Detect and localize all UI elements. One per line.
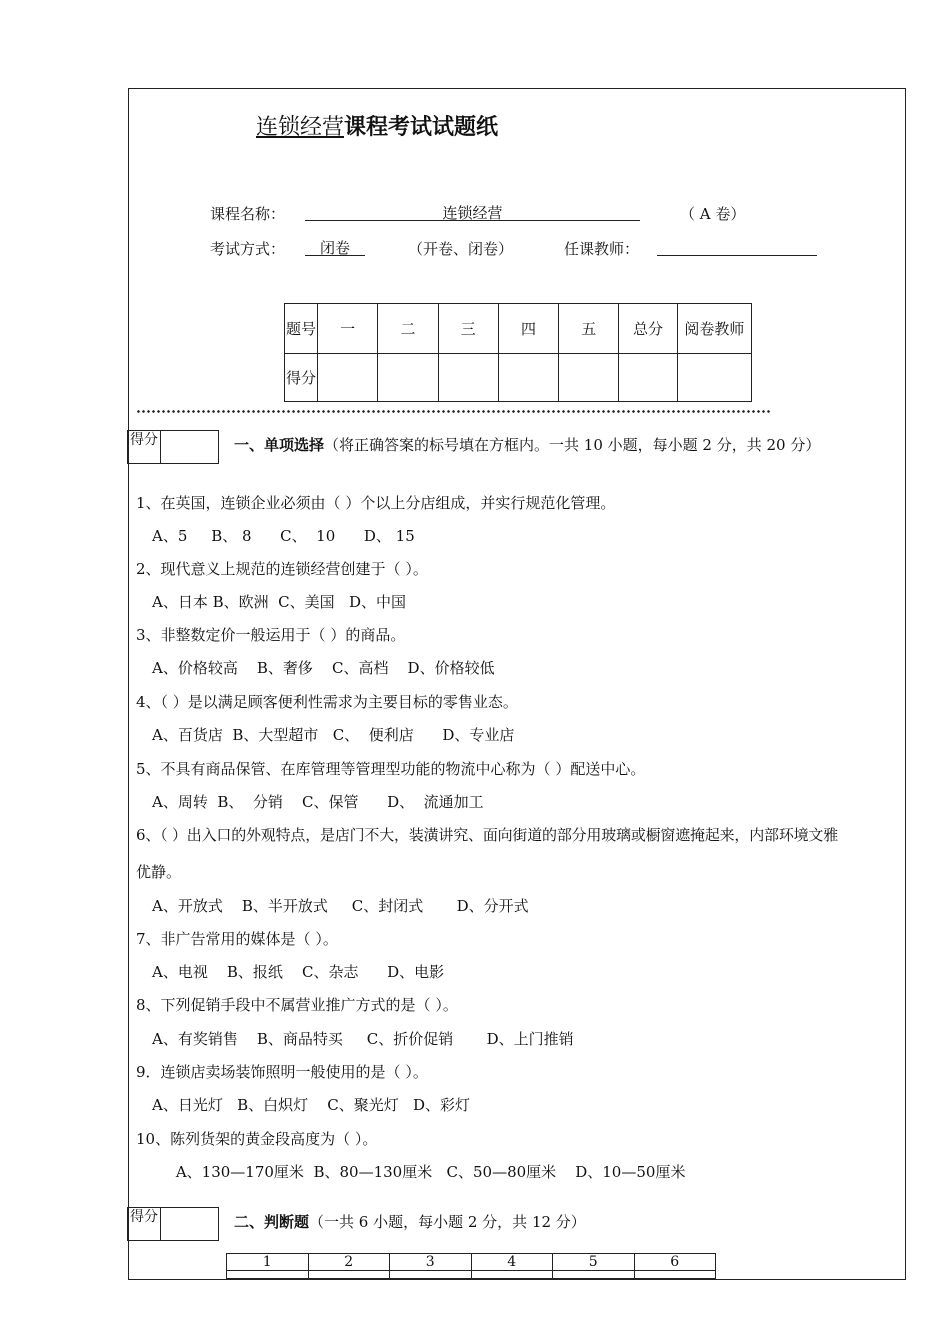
section1-score-box[interactable]: [127, 430, 219, 464]
options-2: A、日本 B、欧洲 C、美国 D、中国: [152, 593, 406, 611]
score-cell[interactable]: [318, 354, 378, 402]
question-5: 5、不具有商品保管、在库管理等管理型功能的物流中心称为（ ）配送中心。: [136, 760, 646, 778]
score-header-cell: 三: [438, 304, 498, 354]
section1-score-label: 得分: [128, 431, 161, 463]
exam-mode-field[interactable]: [305, 237, 365, 256]
section1-heading: [234, 434, 820, 455]
judge-col-header: 4: [471, 1254, 553, 1271]
judge-answer-table: [226, 1253, 716, 1279]
paper-type: （ A 卷）: [680, 205, 746, 223]
judge-col-header: 2: [308, 1254, 390, 1271]
judge-answer-cell[interactable]: [308, 1271, 390, 1279]
question-3: 3、非整数定价一般运用于（ ）的商品。: [136, 626, 406, 644]
section1-note: （将正确答案的标号填在方框内。一共 10 小题，每小题 2 分，共 20 分）: [324, 436, 821, 454]
options-3: A、价格较高 B、奢侈 C、高档 D、价格较低: [152, 659, 495, 677]
score-cell[interactable]: [619, 354, 677, 402]
question-10: 10、陈列货架的黄金段高度为（ ）。: [136, 1130, 378, 1148]
section2-note: （一共 6 小题，每小题 2 分，共 12 分）: [309, 1213, 586, 1231]
exam-mode-label: 考试方式：: [210, 240, 286, 258]
question-7: 7、非广告常用的媒体是（ ）。: [136, 930, 338, 948]
question-9: 9．连锁店卖场装饰照明一般使用的是（ ）。: [136, 1063, 428, 1081]
teacher-field[interactable]: [657, 237, 817, 256]
options-7: A、电视 B、报纸 C、杂志 D、电影: [152, 963, 445, 981]
options-4: A、百货店 B、大型超市 C、 便利店 D、专业店: [152, 726, 515, 744]
section2-score-box[interactable]: [127, 1207, 219, 1241]
judge-answer-cell[interactable]: [471, 1271, 553, 1279]
options-1: A、5 B、 8 C、 10 D、 15: [152, 527, 415, 545]
options-5: A、周转 B、 分销 C、保管 D、 流通加工: [152, 793, 484, 811]
course-name-label: 课程名称：: [210, 205, 286, 223]
title-course: 连锁经营: [256, 115, 345, 140]
score-header-cell: 二: [378, 304, 438, 354]
question-6: 6、（ ）出入口的外观特点，是店门不大，装潢讲究、面向街道的部分用玻璃或橱窗遮掩起来，内部环境文雅: [136, 826, 839, 844]
judge-answer-cell[interactable]: [390, 1271, 472, 1279]
judge-col-header: 1: [227, 1254, 309, 1271]
options-10: A、130—170厘米 B、80—130厘米 C、50—80厘米 D、10—50厘米: [152, 1163, 686, 1181]
judge-col-header: 5: [553, 1254, 635, 1271]
score-header-cell: 一: [318, 304, 378, 354]
cut-line: [136, 410, 772, 413]
score-header-cell: 四: [498, 304, 558, 354]
score-cell[interactable]: [438, 354, 498, 402]
page-title: [256, 110, 498, 141]
score-cell[interactable]: [677, 354, 751, 402]
exam-mode-options: （开卷、闭卷）: [408, 240, 514, 258]
options-8: A、有奖销售 B、商品特买 C、折价促销 D、上门推销: [152, 1030, 574, 1048]
score-header-cell: 五: [559, 304, 619, 354]
score-header-cell: 题号: [285, 304, 318, 354]
course-name-field[interactable]: [305, 202, 640, 221]
section2-title: 二、判断题: [234, 1213, 310, 1231]
question-2: 2、现代意义上规范的连锁经营创建于（ ）。: [136, 560, 428, 578]
score-cell[interactable]: [498, 354, 558, 402]
score-cell[interactable]: [559, 354, 619, 402]
judge-col-header: 6: [634, 1254, 716, 1271]
judge-col-header: 3: [390, 1254, 472, 1271]
options-9: A、日光灯 B、白炽灯 C、聚光灯 D、彩灯: [152, 1096, 471, 1114]
question-1: 1、在英国，连锁企业必须由（ ）个以上分店组成，并实行规范化管理。: [136, 494, 616, 512]
section2-heading: [234, 1211, 586, 1232]
judge-answer-cell[interactable]: [634, 1271, 716, 1279]
section1-title: 一、单项选择: [234, 436, 325, 454]
question-6-cont: 优静。: [136, 863, 182, 881]
judge-answer-cell[interactable]: [553, 1271, 635, 1279]
options-6: A、开放式 B、半开放式 C、封闭式 D、分开式: [152, 897, 529, 915]
score-cell[interactable]: [378, 354, 438, 402]
teacher-label: 任课教师：: [564, 240, 640, 258]
score-row-label: 得分: [285, 354, 318, 402]
score-header-cell: 阅卷教师: [677, 304, 751, 354]
score-table: [284, 303, 752, 402]
section2-score-label: 得分: [128, 1208, 161, 1240]
title-rest: 课程考试试题纸: [344, 114, 499, 140]
judge-answer-cell[interactable]: [227, 1271, 309, 1279]
course-name-value: 连锁经营: [442, 204, 503, 222]
exam-mode-value: 闭卷: [319, 239, 350, 257]
question-4: 4、（ ）是以满足顾客便利性需求为主要目标的零售业态。: [136, 693, 518, 711]
score-header-cell: 总分: [619, 304, 677, 354]
question-8: 8、下列促销手段中不属营业推广方式的是（ ）。: [136, 996, 458, 1014]
